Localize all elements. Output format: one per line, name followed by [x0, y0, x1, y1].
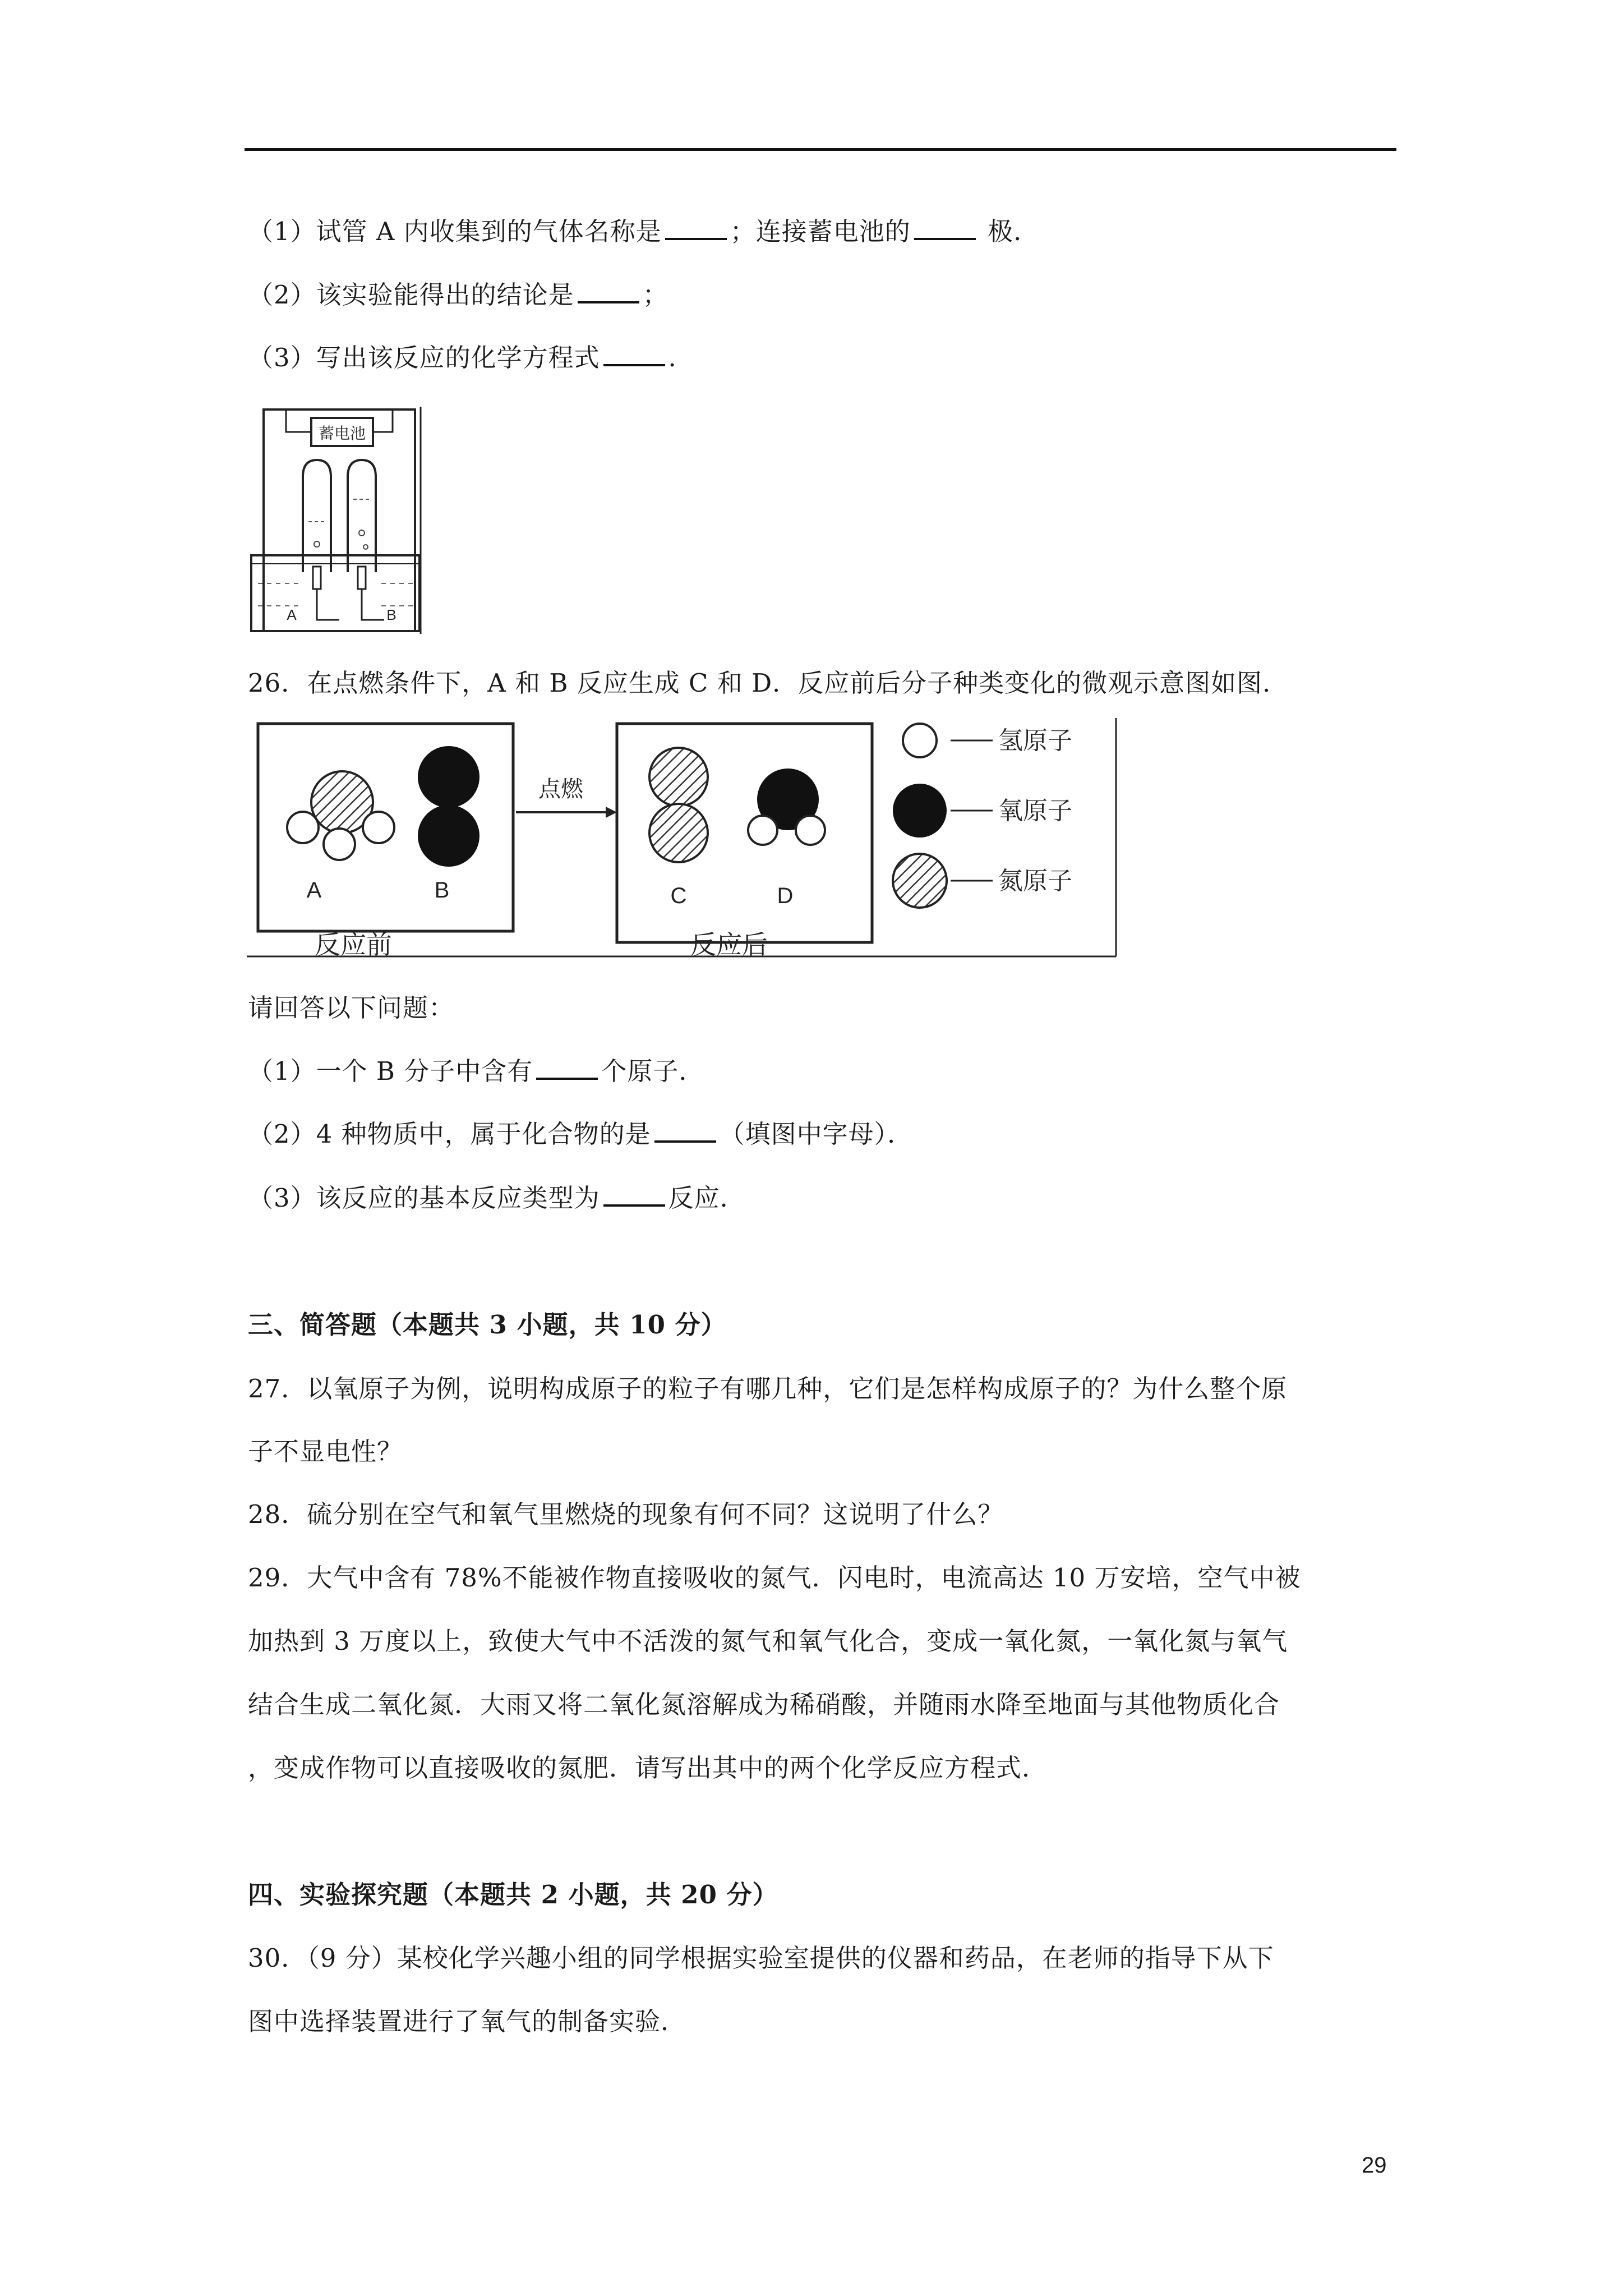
legend-hydrogen-label: 氢原子	[998, 727, 1072, 754]
q29-line-2: 加热到 3 万度以上，致使大气中不活泼的氮气和氧气化合，变成一氧化氮，一氧化氮与氧气	[248, 1626, 1288, 1656]
atom-hydrogen	[796, 816, 825, 845]
q29-line-4: ，变成作物可以直接吸收的氮肥．请写出其中的两个化学反应方程式．	[248, 1753, 1048, 1783]
electrolysis-apparatus-figure	[247, 404, 426, 637]
section-4-title: 四、实验探究题（本题共 2 小题，共 20 分）	[248, 1880, 778, 1910]
tube-a-label: A	[287, 606, 297, 623]
label-c: C	[670, 884, 687, 908]
answer-blank	[536, 1055, 598, 1080]
atom-oxygen	[418, 805, 479, 867]
q29-line-1: 29．大气中含有 78%不能被作物直接吸收的氮气．闪电时，电流高达 10 万安培，空气中被	[248, 1563, 1301, 1593]
q25-l3-text-a: （3）写出该反应的化学方程式	[248, 343, 600, 372]
arrow-head-icon	[606, 807, 617, 818]
answer-blank	[578, 279, 639, 303]
after-label: 反应后	[690, 930, 768, 959]
label-a: A	[306, 878, 322, 903]
atom-hydrogen	[287, 812, 319, 843]
answer-blank	[654, 1118, 716, 1143]
atom-nitrogen	[649, 804, 708, 862]
q26-sub-1	[248, 1055, 704, 1088]
q25-line-2	[248, 278, 668, 312]
q28-line: 28．硫分别在空气和氧气里燃烧的现象有何不同？这说明了什么？	[248, 1499, 1004, 1529]
before-label: 反应前	[315, 930, 392, 959]
answer-blank	[603, 1182, 665, 1207]
arrow-label: 点燃	[538, 777, 583, 802]
q26-s1-text-b: 个原子．	[601, 1056, 705, 1086]
section-3-title: 三、简答题（本题共 3 小题，共 10 分）	[248, 1310, 727, 1340]
q26-s2-text-b: （填图中字母）．	[719, 1119, 914, 1149]
tube-b-label: B	[386, 606, 396, 623]
q27-line-1: 27．以氧原子为例，说明构成原子的粒子有哪几种，它们是怎样构成原子的？为什么整个原	[248, 1374, 1288, 1404]
q26-sub-2	[248, 1117, 913, 1151]
atom-hydrogen	[363, 812, 394, 843]
q25-l1-text-b: ；连接蓄电池的	[730, 217, 911, 246]
legend-oxygen-symbol	[893, 784, 947, 838]
q25-l2-text-b: ；	[642, 280, 668, 310]
atom-hydrogen	[324, 829, 355, 860]
page-number: 29	[1362, 2153, 1387, 2178]
q26-s3-text-a: （3）该反应的基本反应类型为	[248, 1183, 600, 1213]
q25-line-3	[248, 341, 694, 375]
q30-line-1: 30．（9 分）某校化学兴趣小组的同学根据实验室提供的仪器和药品，在老师的指导下从下	[248, 1943, 1274, 1973]
q25-l1-text-c: 极．	[988, 217, 1040, 246]
q27-line-2: 子不显电性？	[248, 1437, 403, 1466]
label-d: D	[777, 884, 794, 908]
q26-sub-3	[248, 1181, 746, 1215]
legend-hydrogen-symbol	[903, 724, 937, 757]
q26-s1-text-a: （1）一个 B 分子中含有	[248, 1056, 533, 1086]
battery-label: 蓄电池	[318, 425, 366, 442]
header-rule	[245, 148, 1396, 151]
q25-line-1	[248, 215, 1039, 249]
q25-l3-text-b: ．	[668, 343, 694, 372]
answer-blank	[914, 215, 976, 240]
q30-line-2: 图中选择装置进行了氧气的制备实验．	[248, 2007, 687, 2036]
atom-hydrogen	[748, 816, 777, 845]
q26-s2-text-a: （2）4 种物质中，属于化合物的是	[248, 1119, 651, 1149]
legend-oxygen-label: 氧原子	[998, 797, 1072, 825]
atom-nitrogen	[649, 748, 708, 806]
q26-s3-text-b: 反应．	[668, 1183, 746, 1213]
q25-l1-text-a: （1）试管 A 内收集到的气体名称是	[248, 217, 662, 246]
atom-oxygen	[418, 746, 479, 808]
molecule-reaction-diagram	[247, 718, 1122, 965]
legend-nitrogen-symbol	[893, 854, 947, 908]
q29-line-3: 结合生成二氧化氮．大雨又将二氧化氮溶解成为稀硝酸，并随雨水降至地面与其他物质化合	[248, 1690, 1280, 1719]
answer-blank	[665, 215, 727, 240]
q26-stem: 26．在点燃条件下，A 和 B 反应生成 C 和 D．反应前后分子种类变化的微观示意图如图．	[248, 668, 1289, 698]
answer-blank	[603, 342, 665, 366]
q25-l2-text-a: （2）该实验能得出的结论是	[248, 280, 574, 310]
label-b: B	[434, 878, 450, 903]
q26-prompt: 请回答以下问题：	[248, 993, 455, 1023]
legend-nitrogen-label: 氮原子	[998, 867, 1072, 895]
